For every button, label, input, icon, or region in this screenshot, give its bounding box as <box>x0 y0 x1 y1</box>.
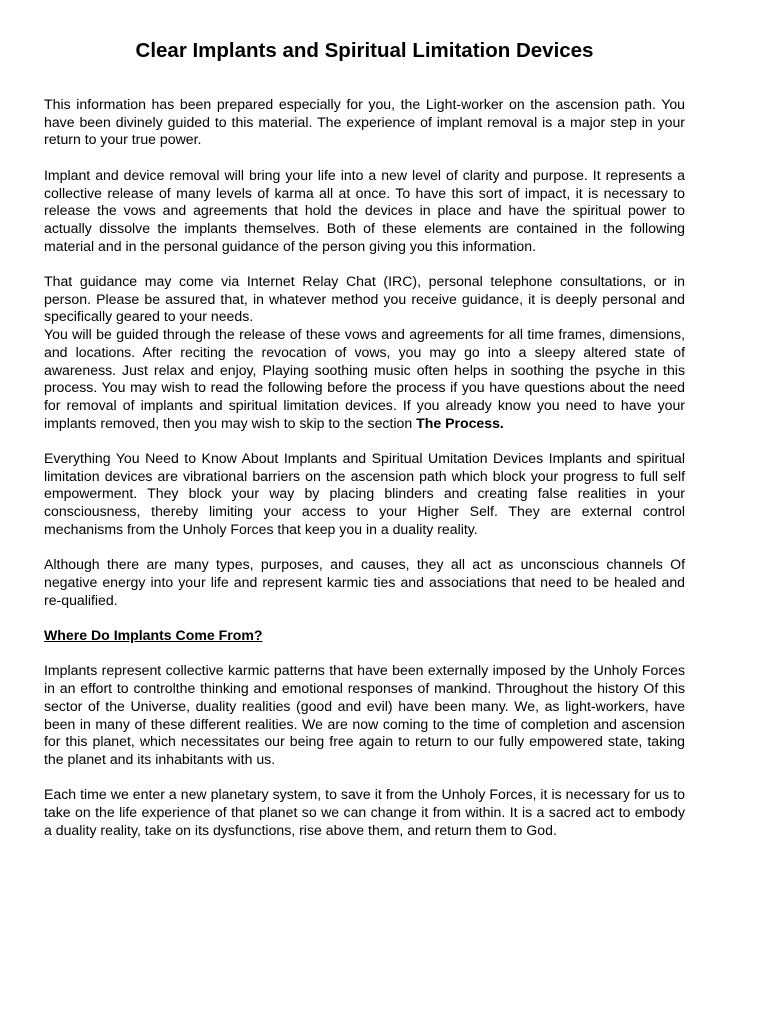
paragraph-guidance: That guidance may come via Internet Relay Chat (IRC), personal telephone consultations, or in person. Please be assured that, in whatever method you receive guidance, it is deeply personal and specifically geared to your needs. <box>44 273 685 325</box>
process-section-reference: The Process. <box>416 414 504 431</box>
paragraph-process-guide-text: You will be guided through the release of these vows and agreements for all time frames, dimensions, and locations. After reciting the revocation of vows, you may go into a sleepy altered state of awareness. Just relax and enjoy, Playing soothing music often helps in soothing the psyche in this process. You may wish to read the following before the process if you have questions about the need for removal of implants and spiritual limitation devices. If you already know you need to have your implants removed, then you may wish to skip to the section <box>44 326 685 431</box>
paragraph-planetary-systems: Each time we enter a new planetary system, to save it from the Unholy Forces, it is necessary for us to take on the life experience of that planet so we can change it from within. It is a sacred act to embody a duality reality, take on its dysfunctions, rise above them, and return them to God. <box>44 786 685 838</box>
paragraph-types-purposes: Although there are many types, purposes, and causes, they all act as unconscious channels Of negative energy into your life and represent karmic ties and associations that need to be healed and re-qualified. <box>44 556 685 608</box>
page-title: Clear Implants and Spiritual Limitation Devices <box>135 39 594 62</box>
paragraph-implant-origins: Implants represent collective karmic patterns that have been externally imposed by the Unholy Forces in an effort to controlthe thinking and emotional responses of mankind. Throughout the history Of this sector of the Universe, duality realities (good and evil) have been many. We, as light-workers, have been in many of these different realities. We are now coming to the time of completion and ascension for this planet, which necessitates our being free again to return to our fully empowered state, taking the planet and its inhabitants with us. <box>44 662 685 767</box>
document-page <box>44 38 685 839</box>
section-heading-where-implants-come-from: Where Do Implants Come From? <box>44 627 263 644</box>
paragraph-removal: Implant and device removal will bring your life into a new level of clarity and purpose. It represents a collective release of many levels of karma all at once. To have this sort of impact, it is necessary to release the vows and agreements that hold the devices in place and have the spiritual power to actually dissolve the implants themselves. Both of these elements are contained in the following material and in the personal guidance of the person giving you this information. <box>44 166 685 254</box>
paragraph-process-guide <box>44 326 685 432</box>
paragraph-everything-to-know: Everything You Need to Know About Implants and Spiritual Umitation Devices Implants and spiritual limitation devices are vibrational barriers on the ascension path which block your progress to full self empowerment. They block your way by placing blinders and creating false realities in your consciousness, thereby limiting your access to your Higher Self. They are external control mechanisms from the Unholy Forces that keep you in a duality reality. <box>44 450 685 537</box>
paragraph-intro: This information has been prepared especially for you, the Light-worker on the ascension path. You have been divinely guided to this material. The experience of implant removal is a major step in your return to your true power. <box>44 96 685 148</box>
